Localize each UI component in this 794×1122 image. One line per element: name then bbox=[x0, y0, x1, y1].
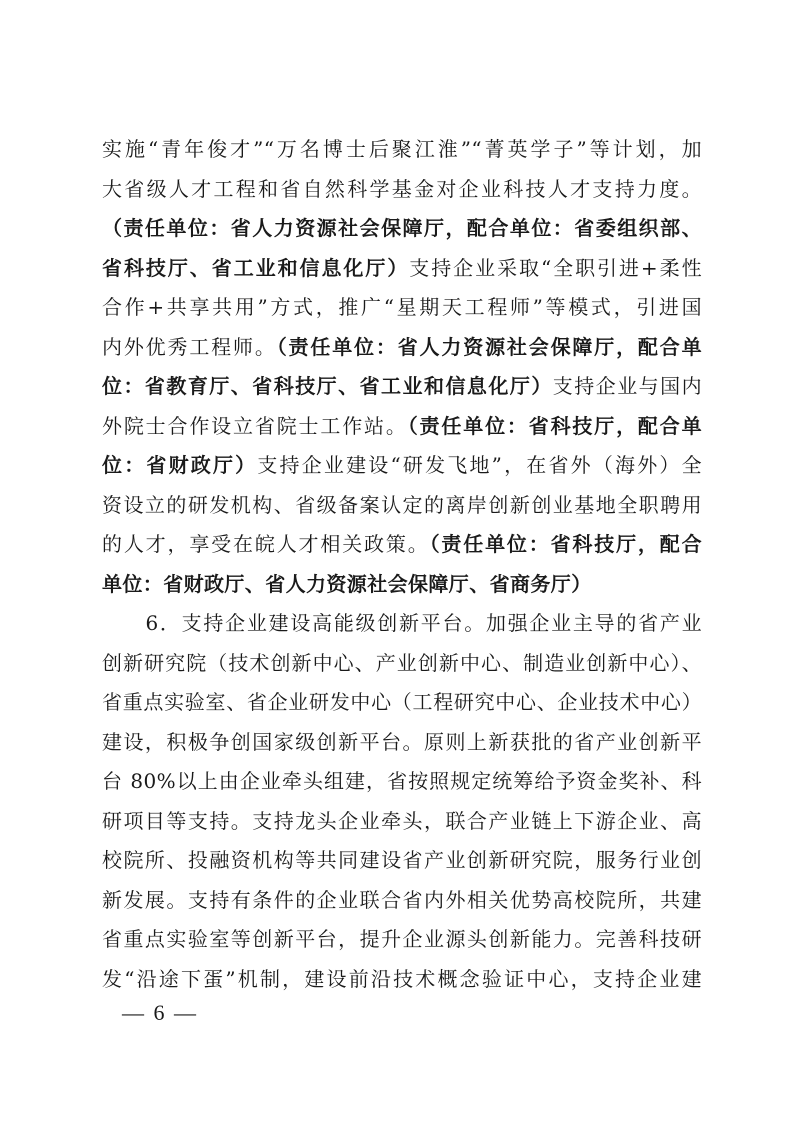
text-line bbox=[102, 328, 702, 368]
text-segment: 发“沿途下蛋”机制，建设前沿技术概念验证中心，支持企业建 bbox=[102, 966, 702, 991]
responsibility-note: （责任单位：省人力资源社会保障厅，配合单位：省委组织部、 bbox=[102, 216, 702, 240]
text-segment: 省重点实验室等创新平台，提升企业源头创新能力。完善科技研 bbox=[102, 927, 702, 951]
text-segment: 6．支持企业建设高能级创新平台。加强企业主导的省产业 bbox=[102, 611, 702, 635]
text-line bbox=[102, 367, 702, 407]
text-line bbox=[102, 762, 702, 802]
text-segment: 创新研究院（技术创新中心、产业创新中心、制造业创新中心）、 bbox=[102, 650, 702, 675]
text-line bbox=[102, 209, 702, 249]
text-line bbox=[102, 802, 702, 842]
text-line bbox=[102, 960, 702, 1000]
text-line bbox=[102, 723, 702, 763]
text-segment: 资设立的研发机构、省级备案认定的离岸创新创业基地全职聘用 bbox=[102, 492, 702, 517]
text-line bbox=[102, 486, 702, 526]
text-line bbox=[102, 604, 702, 644]
text-segment: 支持企业建设“研发飞地”，在省外（海外）全 bbox=[257, 453, 702, 477]
text-line bbox=[102, 565, 702, 605]
text-segment: 合作+共享共用”方式，推广“星期天工程师”等模式，引进国 bbox=[102, 295, 702, 319]
text-line bbox=[102, 249, 702, 289]
text-line bbox=[102, 881, 702, 921]
responsibility-note: 单位：省财政厅、省人力资源社会保障厅、省商务厅） bbox=[102, 571, 592, 596]
text-line bbox=[102, 644, 702, 684]
responsibility-note: 位：省财政厅） bbox=[102, 453, 258, 477]
text-line bbox=[102, 170, 702, 210]
page-number: — 6 — bbox=[122, 1000, 198, 1025]
text-line bbox=[102, 525, 702, 565]
body-text bbox=[102, 130, 702, 999]
text-line bbox=[102, 288, 702, 328]
text-segment: 新发展。支持有条件的企业联合省内外相关优势高校院所，共建 bbox=[102, 887, 702, 912]
text-segment: 校院所、投融资机构等共同建设省产业创新研究院，服务行业创 bbox=[102, 848, 702, 872]
text-segment: 内外优秀工程师。 bbox=[102, 334, 277, 359]
text-segment: 省重点实验室、省企业研发中心（工程研究中心、企业技术中心） bbox=[102, 690, 702, 714]
responsibility-note: 省科技厅、省工业和信息化厅） bbox=[102, 255, 410, 280]
text-segment: 台 80%以上由企业牵头组建，省按照规定统筹给予资金奖补、科 bbox=[102, 769, 702, 793]
responsibility-note: （责任单位：省科技厅，配合单 bbox=[407, 413, 702, 438]
text-segment: 支持企业采取“全职引进+柔性 bbox=[409, 255, 702, 280]
text-segment: 支持企业与国内 bbox=[552, 374, 702, 398]
text-line bbox=[102, 683, 702, 723]
text-segment: 外院士合作设立省院士工作站。 bbox=[102, 413, 408, 438]
text-segment: 的人才，享受在皖人才相关政策。 bbox=[102, 532, 430, 556]
text-segment: 实施“青年俊才”“万名博士后聚江淮”“菁英学子”等计划，加 bbox=[102, 137, 702, 161]
responsibility-note: （责任单位：省科技厅，配合 bbox=[429, 532, 703, 556]
text-line bbox=[102, 446, 702, 486]
text-line bbox=[102, 920, 702, 960]
responsibility-note: （责任单位：省人力资源社会保障厅，配合单 bbox=[276, 334, 703, 359]
text-line bbox=[102, 407, 702, 447]
text-segment: 大省级人才工程和省自然科学基金对企业科技人才支持力度。 bbox=[102, 176, 702, 201]
text-segment: 建设，积极争创国家级创新平台。原则上新获批的省产业创新平 bbox=[102, 729, 702, 754]
text-segment: 研项目等支持。支持龙头企业牵头，联合产业链上下游企业、高 bbox=[102, 808, 702, 833]
text-line bbox=[102, 841, 702, 881]
text-line bbox=[102, 130, 702, 170]
responsibility-note: 位：省教育厅、省科技厅、省工业和信息化厅） bbox=[102, 374, 553, 398]
